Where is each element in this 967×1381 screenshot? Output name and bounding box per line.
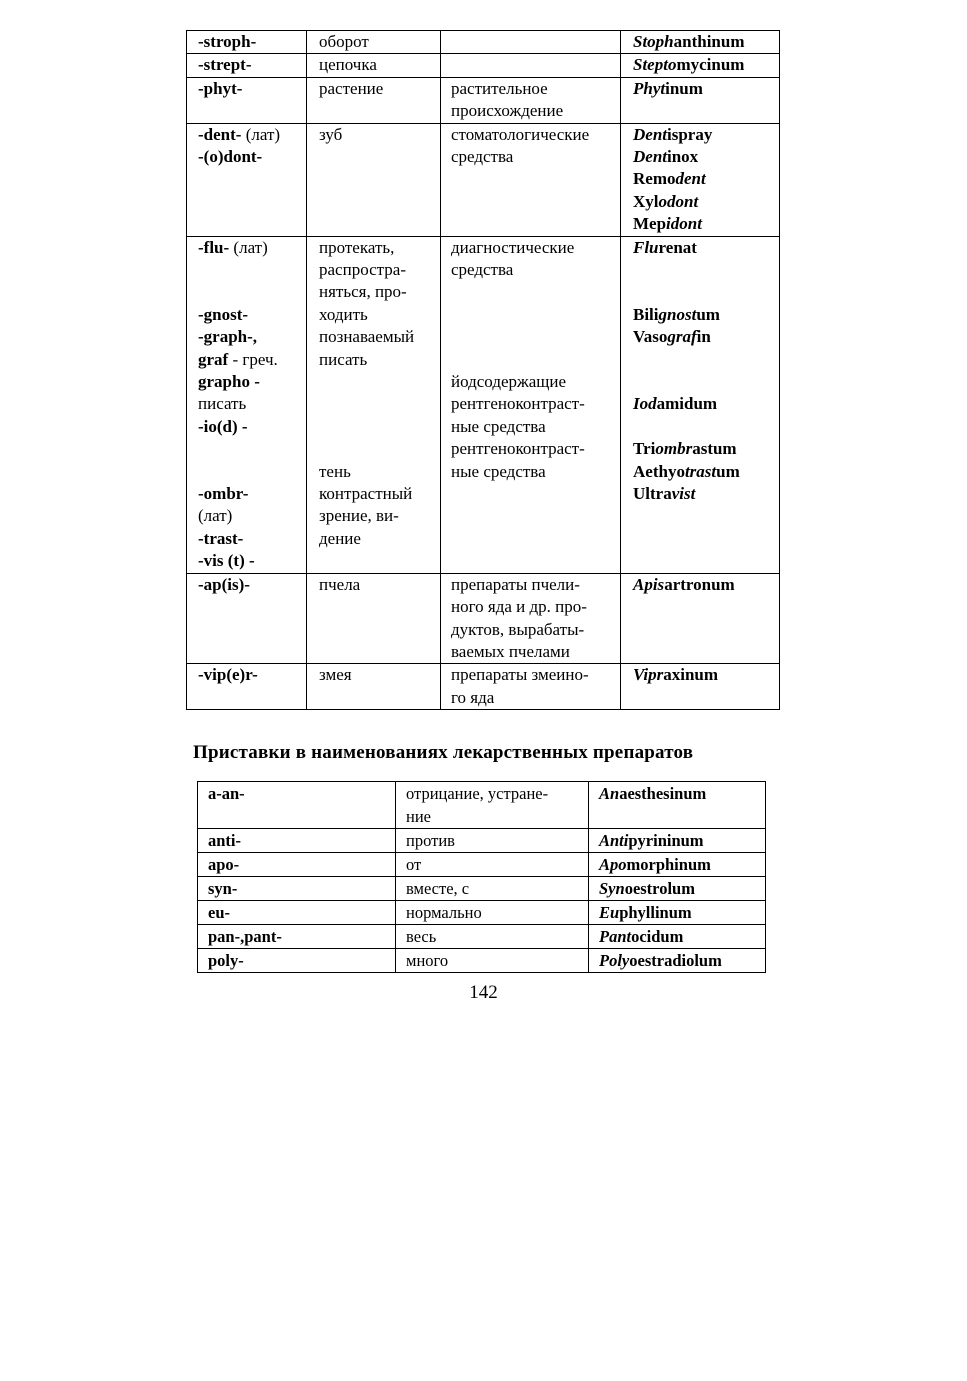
table-row (187, 123, 780, 236)
meaning-line: контрастный (319, 484, 413, 504)
name-segment: Aethyo (633, 461, 685, 481)
prefix-cell: anti- (198, 829, 396, 853)
example-cell (589, 949, 766, 973)
name-segment: Poly (599, 951, 630, 970)
name-segment: Syn (599, 879, 625, 898)
group-cell (441, 54, 621, 77)
meaning-line: зуб (319, 124, 343, 144)
spacer (319, 371, 440, 393)
drug-name (633, 168, 779, 190)
meaning-line: ходить (319, 304, 368, 324)
group-line: стоматологические (451, 124, 590, 144)
name-segment: Vaso (633, 327, 668, 347)
table-row (187, 573, 780, 664)
page-number: 142 (469, 982, 498, 1003)
drug-name (633, 54, 779, 76)
table-row (187, 664, 780, 710)
example-cell (589, 829, 766, 853)
spacer (633, 371, 779, 393)
spacer (451, 326, 620, 348)
spacer (198, 259, 306, 281)
meaning-line: вместе, с (406, 879, 470, 898)
meaning-line: зрение, ви- (319, 506, 399, 526)
name-segment: Bili (633, 304, 659, 324)
group-line: средства (451, 260, 514, 280)
prefix-meaning-cell (396, 782, 589, 829)
spacer (319, 438, 440, 460)
root-term: -gnost- (198, 304, 249, 324)
drug-name (633, 31, 779, 53)
root-term: -trast- (198, 528, 244, 548)
drug-name (633, 326, 779, 348)
group-cell (441, 664, 621, 710)
group-line: препараты змеино- (451, 665, 589, 685)
meaning-line: писать (319, 349, 368, 369)
group-cell (441, 573, 621, 664)
root-term: -ap(is)- (198, 574, 250, 594)
group-line: ные средства (451, 461, 546, 481)
prefix-cell: pan-,pant- (198, 925, 396, 949)
name-segment: Remo (633, 169, 676, 189)
name-segment: um (716, 461, 740, 481)
table-row (198, 949, 766, 973)
spacer (451, 304, 620, 326)
group-line: средства (451, 147, 514, 167)
meaning-line: растение (319, 78, 384, 98)
group-line: происхождение (451, 101, 564, 121)
root-term: -graph-, (198, 327, 258, 347)
group-line: рентгеноконтраст- (451, 439, 585, 459)
spacer (198, 438, 306, 460)
name-segment: Phyt (633, 78, 666, 98)
name-segment: anthinum (673, 32, 745, 51)
table-row (198, 782, 766, 829)
group-cell (441, 31, 621, 54)
meaning-line: нормально (406, 903, 482, 922)
root-cell (187, 573, 307, 664)
drug-cell (621, 123, 780, 236)
name-segment: in (696, 327, 711, 347)
group-line: растительное (451, 78, 548, 98)
root-line (198, 31, 306, 53)
table-row (187, 54, 780, 77)
group-line: го яда (451, 687, 495, 707)
name-segment: inox (667, 147, 699, 167)
root-line (198, 483, 306, 505)
name-segment: Apis (633, 574, 665, 594)
table-row (187, 31, 780, 54)
group-line: ные средства (451, 416, 546, 436)
meaning-line: против (406, 831, 455, 850)
meaning-line: дение (319, 528, 361, 548)
root-line (198, 416, 306, 438)
name-segment: ocidum (631, 927, 684, 946)
prefix-meaning-cell (396, 877, 589, 901)
name-segment: vist (671, 484, 696, 504)
table-row (198, 829, 766, 853)
name-segment: Flu (633, 237, 659, 257)
table-row (187, 236, 780, 573)
name-segment: Vipr (633, 665, 664, 685)
name-segment: Stoph (633, 32, 674, 51)
name-segment: ispray (667, 124, 713, 144)
root-term: -stroph- (198, 32, 257, 51)
group-cell (441, 236, 621, 573)
table-row (198, 853, 766, 877)
meaning-line: много (406, 951, 449, 970)
name-segment: Anti (599, 831, 629, 850)
root-cell (187, 236, 307, 573)
group-line: ваемых пчелами (451, 641, 570, 661)
name-segment: pyrininum (628, 831, 704, 850)
root-term: -phyt- (198, 78, 243, 98)
prefix-cell: poly- (198, 949, 396, 973)
drug-cell (621, 77, 780, 123)
meaning-line: весь (406, 927, 437, 946)
root-cell (187, 54, 307, 77)
meaning-line: цепочка (319, 55, 377, 75)
meaning-line: от (406, 855, 422, 874)
roots-table-body (187, 31, 780, 710)
meaning-line: распростра- (319, 260, 407, 280)
name-segment: ombr (655, 439, 693, 459)
prefix-meaning-cell (396, 853, 589, 877)
spacer (451, 349, 620, 371)
name-segment: oestrolum (624, 879, 695, 898)
prefixes-table (197, 781, 766, 973)
name-segment: inum (665, 78, 703, 98)
root-line (198, 505, 306, 527)
name-segment: phyllinum (619, 903, 692, 922)
roots-table (186, 30, 780, 710)
name-segment: oestradiolum (629, 951, 722, 970)
root-term: -ombr- (198, 484, 249, 504)
spacer (633, 259, 779, 281)
name-segment: Eu (599, 903, 620, 922)
drug-cell (621, 664, 780, 710)
name-segment: um (696, 304, 720, 324)
root-note: (лат) (229, 237, 268, 257)
group-line: препараты пчели- (451, 574, 580, 594)
drug-cell (621, 54, 780, 77)
meaning-line: няться, про- (319, 282, 407, 302)
root-term: -strept- (198, 55, 252, 75)
root-cell (187, 31, 307, 54)
drug-name (633, 461, 779, 483)
name-segment: dent (675, 169, 706, 189)
meaning-cell (307, 123, 441, 236)
spacer (633, 416, 779, 438)
name-segment: Stepto (633, 55, 677, 75)
meaning-line: познаваемый (319, 327, 415, 347)
drug-name (633, 191, 779, 213)
drug-name (633, 124, 779, 146)
root-cell (187, 77, 307, 123)
name-segment: graf (667, 327, 697, 347)
example-cell (589, 782, 766, 829)
drug-cell (621, 31, 780, 54)
name-segment: mycinum (676, 55, 745, 75)
prefix-cell: eu- (198, 901, 396, 925)
table-row (198, 877, 766, 901)
name-segment: Dent (633, 124, 667, 144)
root-term: -dent- (198, 124, 242, 144)
root-line (198, 78, 306, 100)
drug-name (633, 237, 779, 259)
group-line: рентгеноконтраст- (451, 394, 585, 414)
name-segment: artronum (664, 574, 735, 594)
prefix-meaning-cell (396, 925, 589, 949)
meaning-cell (307, 31, 441, 54)
meaning-line: ние (406, 807, 431, 826)
name-segment: astum (692, 439, 737, 459)
root-line (198, 54, 306, 76)
drug-name (633, 304, 779, 326)
root-term: -(o)dont- (198, 147, 263, 167)
root-line (198, 124, 306, 146)
name-segment: trast (684, 461, 717, 481)
root-term: -vip(e)r- (198, 665, 258, 685)
name-segment: morphinum (626, 855, 711, 874)
name-segment: Mep (633, 214, 667, 234)
name-segment: An (599, 784, 620, 803)
prefixes-table-body (198, 782, 766, 973)
root-line (198, 393, 306, 415)
root-line (198, 371, 306, 393)
meaning-line: змея (319, 665, 352, 685)
table-row (198, 925, 766, 949)
drug-name (633, 664, 779, 686)
section-heading: Приставки в наименованиях лекарственных препаратов (193, 742, 694, 763)
name-segment: idont (666, 214, 702, 234)
root-line (198, 237, 306, 259)
spacer (451, 281, 620, 303)
spacer (198, 461, 306, 483)
root-term: graf (198, 349, 229, 369)
meaning-line: протекать, (319, 237, 395, 257)
root-term: grapho - (198, 372, 260, 392)
name-segment: axinum (663, 665, 719, 685)
root-term: -io(d) - (198, 416, 248, 436)
meaning-line: тень (319, 461, 351, 481)
name-segment: aesthesinum (619, 784, 707, 803)
group-line: диагностические (451, 237, 575, 257)
root-note: (лат) (241, 124, 281, 144)
drug-name (633, 574, 779, 596)
group-cell (441, 123, 621, 236)
drug-cell (621, 236, 780, 573)
name-segment: Ultra (633, 484, 672, 504)
meaning-line: отрицание, устране- (406, 784, 549, 803)
root-line (198, 304, 306, 326)
root-note: - греч. (228, 349, 278, 369)
spacer (198, 281, 306, 303)
meaning-cell (307, 236, 441, 573)
name-segment: Apo (599, 855, 627, 874)
spacer (319, 416, 440, 438)
meaning-cell (307, 664, 441, 710)
drug-cell (621, 573, 780, 664)
meaning-cell (307, 54, 441, 77)
prefix-meaning-cell (396, 901, 589, 925)
root-line (198, 664, 306, 686)
meaning-line: пчела (319, 574, 361, 594)
drug-name (633, 483, 779, 505)
prefix-meaning-cell (396, 949, 589, 973)
prefix-cell: syn- (198, 877, 396, 901)
root-line (198, 574, 306, 596)
root-note: писать (198, 394, 247, 414)
prefix-cell: a-an- (198, 782, 396, 829)
spacer (319, 393, 440, 415)
name-segment: Dent (633, 147, 667, 167)
example-cell (589, 853, 766, 877)
drug-name (633, 393, 779, 415)
drug-name (633, 213, 779, 235)
group-line: дуктов, вырабаты- (451, 619, 585, 639)
name-segment: Pant (599, 927, 632, 946)
root-term: -flu- (198, 237, 230, 257)
table-row (198, 901, 766, 925)
meaning-line: оборот (319, 32, 369, 51)
example-cell (589, 901, 766, 925)
drug-name (633, 438, 779, 460)
prefix-cell: apo- (198, 853, 396, 877)
root-cell (187, 664, 307, 710)
example-cell (589, 925, 766, 949)
name-segment: amidum (656, 394, 718, 414)
group-line: йодсодержащие (451, 372, 567, 392)
table-row (187, 77, 780, 123)
prefix-meaning-cell (396, 829, 589, 853)
meaning-cell (307, 77, 441, 123)
drug-name (633, 78, 779, 100)
example-cell (589, 877, 766, 901)
name-segment: Tri (633, 439, 656, 459)
name-segment: renat (658, 237, 697, 257)
name-segment: Xyl (633, 191, 659, 211)
spacer (633, 349, 779, 371)
root-line (198, 146, 306, 168)
root-cell (187, 123, 307, 236)
root-line (198, 349, 306, 371)
root-note: (лат) (198, 506, 233, 526)
drug-name (633, 146, 779, 168)
name-segment: Iod (633, 394, 657, 414)
group-cell (441, 77, 621, 123)
meaning-cell (307, 573, 441, 664)
spacer (633, 281, 779, 303)
root-term: -vis (t) - (198, 551, 255, 571)
name-segment: odont (658, 191, 699, 211)
root-line (198, 550, 306, 572)
root-line (198, 528, 306, 550)
name-segment: gnost (658, 304, 697, 324)
group-line: ного яда и др. про- (451, 597, 587, 617)
root-line (198, 326, 306, 348)
